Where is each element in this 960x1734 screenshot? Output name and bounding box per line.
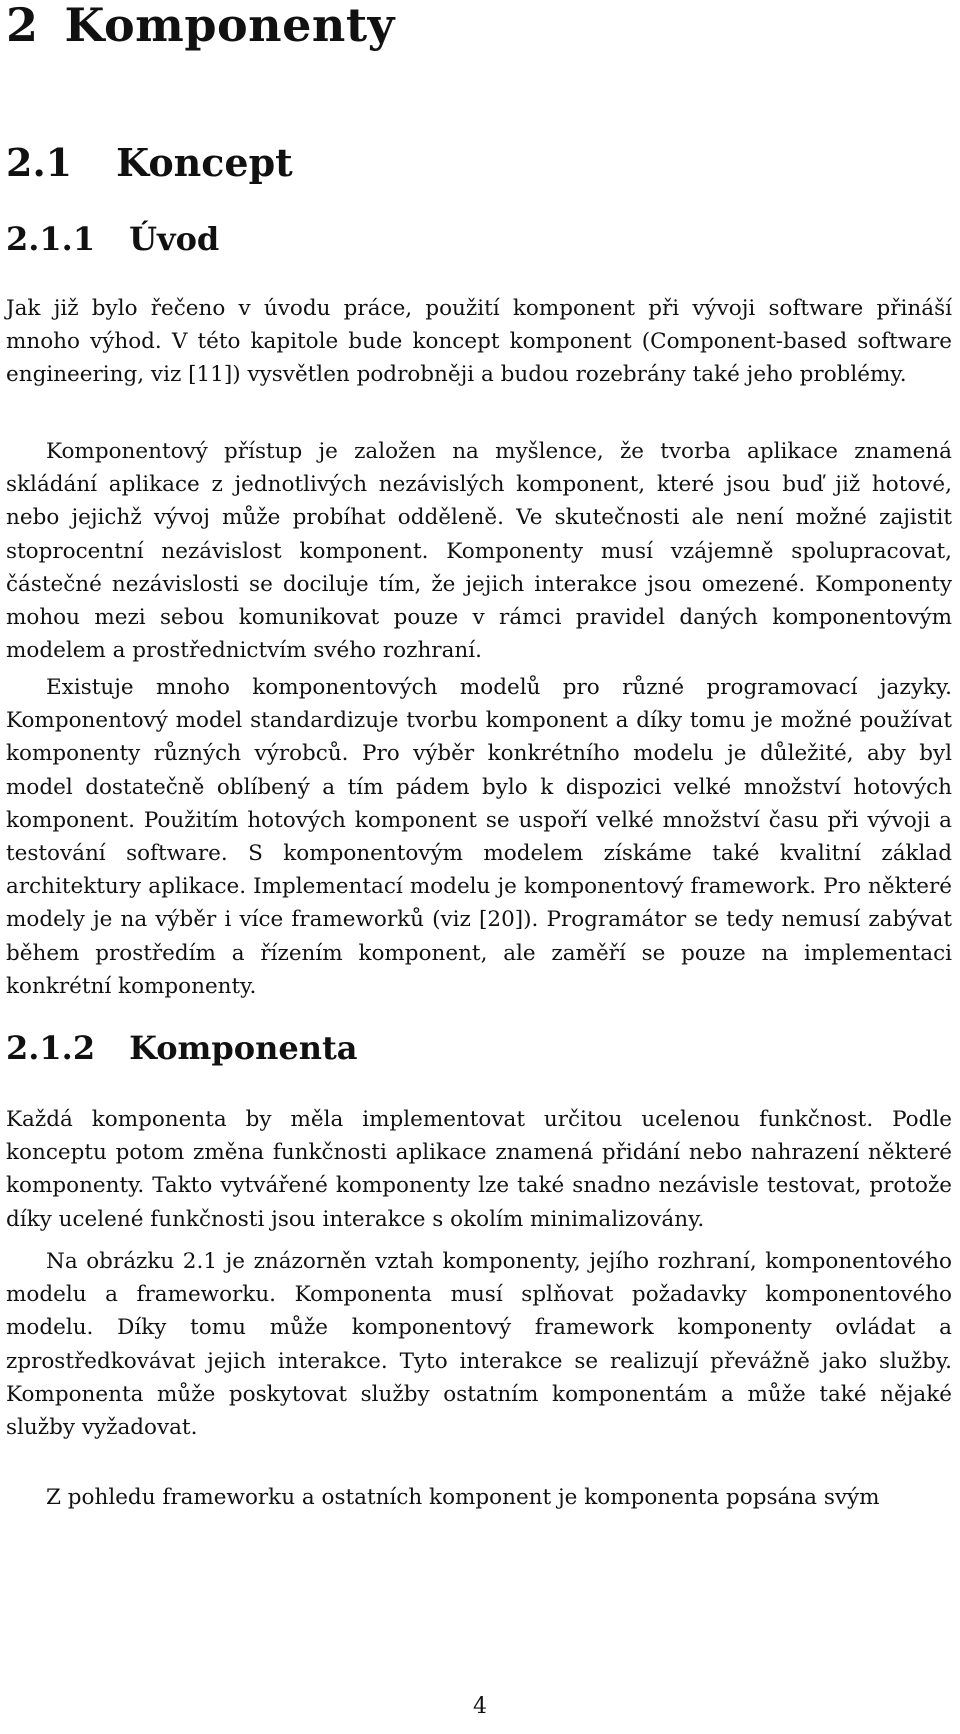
subsection-heading-uvod [6, 220, 219, 258]
paragraph-intro: Jak již bylo řečeno v úvodu práce, použití komponent při vývoji software přináší mnoho výhod. V této kapitole bude koncept komponent (Component-based software engineering, viz [11]) vysvětlen podrobněji a budou rozebrány také jeho problémy. [6, 296, 952, 388]
paragraph-component-models: Existuje mnoho komponentových modelů pro různé programovací jazyky. Komponentový model standardizuje tvorbu komponent a díky tomu je možné používat komponenty různých výrobců. Pro výběr konkrétního modelu je důležité, aby byl model dostatečně oblíbený a tím pádem bylo k dispozici velké množství hotových komponent. Použitím hotových komponent se uspoří velké množství času při vývoji a testování software. S komponentovým modelem získáme také kvalitní základ architektury aplikace. Implementací modelu je komponentový framework. Pro některé modely je na výběr i více frameworků (viz [20]). Programátor se tedy nemusí zabývat během prostředím a řízením komponent, ale zaměří se pouze na implementaci konkrétní komponenty. [6, 675, 952, 999]
section-number: 2.1 [6, 140, 73, 185]
chapter-number: 2 [6, 0, 39, 52]
subsection-number: 2.1.2 [6, 1029, 96, 1067]
paragraph-component-approach: Komponentový přístup je založen na myšlence, že tvorba aplikace znamená skládání aplikace z jednotlivých nezávislých komponent, které jsou buď již hotové, nebo jejichž vývoj může probíhat odděleně. Ve skutečnosti ale není možné zajistit stoprocentní nezávislost komponent. Komponenty musí vzájemně spolupracovat, částečné nezávislosti se dociluje tím, že jejich interakce jsou omezené. Komponenty mohou mezi sebou komunikovat pouze v rámci pravidel daných komponentovým modelem a prostřednictvím svého rozhraní. [6, 439, 952, 664]
chapter-heading [6, 0, 395, 52]
paragraph-functionality: Každá komponenta by měla implementovat určitou ucelenou funkčnost. Podle konceptu potom změna funkčnosti aplikace znamená přidání nebo nahrazení některé komponenty. Takto vytvářené komponenty lze také snadno nezávisle testovat, protože díky ucelené funkčnosti jsou interakce s okolím minimalizovány. [6, 1107, 952, 1232]
subsection-number: 2.1.1 [6, 220, 96, 258]
paragraph-figure-reference: Na obrázku 2.1 je znázorněn vztah komponenty, jejího rozhraní, komponentového modelu a frameworku. Komponenta musí splňovat požadavky komponentového modelu. Díky tomu může komponentový framework komponenty ovládat a zprostředkovávat jejich interakce. Tyto interakce se realizují převážně jako služby. Komponenta může poskytovat služby ostatním komponentám a může také nějaké služby vyžadovat. [6, 1249, 952, 1441]
subsection-heading-komponenta [6, 1029, 358, 1067]
section-heading [6, 140, 293, 185]
subsection-title: Úvod [129, 220, 220, 258]
paragraph-framework-view: Z pohledu frameworku a ostatních komponent je komponenta popsána svým [46, 1485, 880, 1510]
subsection-title: Komponenta [129, 1029, 358, 1067]
chapter-title: Komponenty [64, 0, 395, 52]
section-title: Koncept [116, 140, 293, 185]
page-number: 4 [473, 1694, 487, 1719]
